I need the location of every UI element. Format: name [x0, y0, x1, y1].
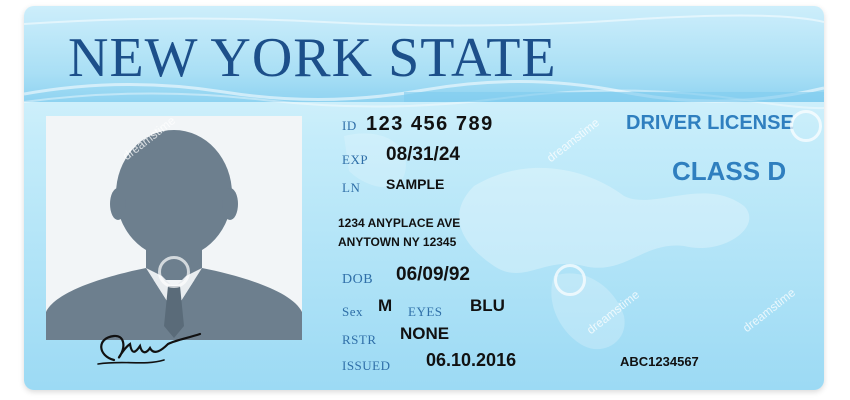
address-line-1: 1234 ANYPLACE AVE [338, 216, 461, 230]
watermark-logo-icon [554, 264, 586, 296]
last-name-label: LN [342, 180, 361, 195]
license-card [24, 6, 824, 390]
watermark-text: dreamstime [544, 115, 603, 166]
photo-placeholder [46, 116, 302, 340]
expiration-date: 08/31/24 [386, 144, 460, 165]
id-label: ID [342, 118, 357, 133]
signature [84, 326, 204, 372]
state-title: NEW YORK STATE [68, 27, 557, 89]
watermark-text: dreamstime [740, 285, 799, 336]
date-of-birth: 06/09/92 [396, 264, 470, 285]
watermark-logo-icon [790, 110, 822, 142]
document-number: ABC1234567 [620, 354, 699, 369]
last-name: SAMPLE [386, 176, 445, 192]
document-type: DRIVER LICENSE [626, 112, 794, 134]
issued-date: 06.10.2016 [426, 350, 517, 370]
watermark-logo-icon [158, 256, 190, 288]
id-number: 123 456 789 [366, 113, 494, 135]
watermark-text: dreamstime [584, 287, 643, 338]
watermark-text: dreamstime [120, 113, 179, 164]
expiration-label: EXP [342, 152, 369, 167]
license-class: CLASS D [672, 156, 787, 186]
restrictions-label: RSTR [342, 332, 377, 347]
sex-value: M [378, 296, 393, 315]
issued-label: ISSUED [342, 358, 391, 373]
address-line-2: ANYTOWN NY 12345 [338, 235, 457, 249]
dob-label: DOB [342, 272, 374, 287]
eyes-value: BLU [470, 296, 505, 315]
person-silhouette-icon [46, 116, 302, 340]
sex-label: Sex [342, 304, 363, 319]
restrictions-value: NONE [400, 324, 450, 343]
eyes-label: EYES [408, 304, 443, 319]
